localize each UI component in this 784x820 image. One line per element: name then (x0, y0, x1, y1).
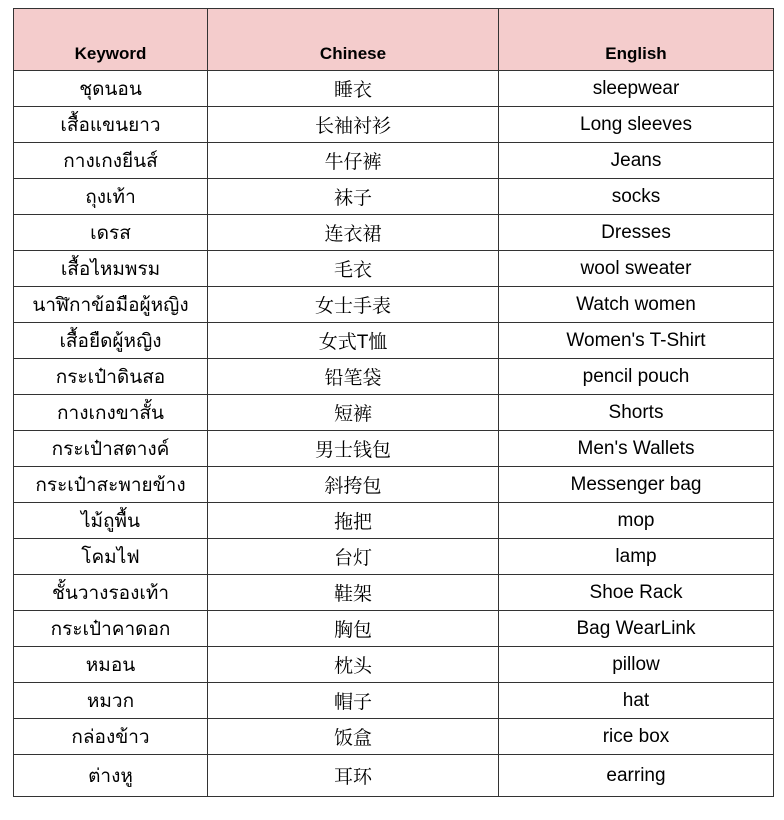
header-row (14, 9, 774, 71)
table-row (14, 215, 774, 251)
chinese-cell: 帽子 (208, 683, 499, 719)
table-row (14, 647, 774, 683)
header-chinese: Chinese (208, 9, 499, 71)
keyword-cell: หมวก (14, 683, 208, 719)
keyword-cell: เสื้อไหมพรม (14, 251, 208, 287)
table-row (14, 683, 774, 719)
table-row (14, 179, 774, 215)
keyword-cell: ไม้ถูพื้น (14, 503, 208, 539)
table-row (14, 287, 774, 323)
keyword-cell: ชุดนอน (14, 71, 208, 107)
chinese-cell: 女式T恤 (208, 323, 499, 359)
keyword-cell: กระเป๋าคาดอก (14, 611, 208, 647)
table-row (14, 539, 774, 575)
english-cell: hat (499, 683, 774, 719)
keyword-cell: เดรส (14, 215, 208, 251)
table-row (14, 503, 774, 539)
table-row (14, 431, 774, 467)
table-row (14, 143, 774, 179)
keyword-cell: ชั้นวางรองเท้า (14, 575, 208, 611)
chinese-cell: 袜子 (208, 179, 499, 215)
chinese-cell: 牛仔裤 (208, 143, 499, 179)
keyword-cell: กางเกงขาสั้น (14, 395, 208, 431)
english-cell: wool sweater (499, 251, 774, 287)
table-row (14, 359, 774, 395)
chinese-cell: 铅笔袋 (208, 359, 499, 395)
header-english: English (499, 9, 774, 71)
chinese-cell: 长袖衬衫 (208, 107, 499, 143)
chinese-cell: 斜挎包 (208, 467, 499, 503)
chinese-cell: 毛衣 (208, 251, 499, 287)
english-cell: Men's Wallets (499, 431, 774, 467)
header-keyword: Keyword (14, 9, 208, 71)
table-row (14, 395, 774, 431)
english-cell: Shorts (499, 395, 774, 431)
keyword-cell: กระเป๋าดินสอ (14, 359, 208, 395)
english-cell: sleepwear (499, 71, 774, 107)
table-row (14, 755, 774, 797)
chinese-cell: 睡衣 (208, 71, 499, 107)
table-row (14, 323, 774, 359)
table-row (14, 251, 774, 287)
table-row (14, 719, 774, 755)
keyword-cell: เสื้อแขนยาว (14, 107, 208, 143)
english-cell: Bag WearLink (499, 611, 774, 647)
chinese-cell: 耳环 (208, 755, 499, 797)
chinese-cell: 女士手表 (208, 287, 499, 323)
table-row (14, 467, 774, 503)
keyword-cell: กระเป๋าสตางค์ (14, 431, 208, 467)
chinese-cell: 鞋架 (208, 575, 499, 611)
keyword-cell: กล่องข้าว (14, 719, 208, 755)
table-row (14, 611, 774, 647)
chinese-cell: 拖把 (208, 503, 499, 539)
english-cell: Messenger bag (499, 467, 774, 503)
english-cell: Dresses (499, 215, 774, 251)
keyword-cell: กางเกงยีนส์ (14, 143, 208, 179)
table-row (14, 107, 774, 143)
english-cell: Watch women (499, 287, 774, 323)
keyword-cell: หมอน (14, 647, 208, 683)
english-cell: Jeans (499, 143, 774, 179)
english-cell: Women's T-Shirt (499, 323, 774, 359)
keyword-cell: กระเป๋าสะพายข้าง (14, 467, 208, 503)
chinese-cell: 短裤 (208, 395, 499, 431)
chinese-cell: 台灯 (208, 539, 499, 575)
keyword-cell: ถุงเท้า (14, 179, 208, 215)
chinese-cell: 胸包 (208, 611, 499, 647)
english-cell: socks (499, 179, 774, 215)
keyword-cell: ต่างหู (14, 755, 208, 797)
english-cell: mop (499, 503, 774, 539)
english-cell: earring (499, 755, 774, 797)
chinese-cell: 饭盒 (208, 719, 499, 755)
keyword-cell: เสื้อยืดผู้หญิง (14, 323, 208, 359)
keyword-cell: โคมไฟ (14, 539, 208, 575)
keyword-translation-table (13, 8, 774, 797)
chinese-cell: 枕头 (208, 647, 499, 683)
table-row (14, 575, 774, 611)
english-cell: Long sleeves (499, 107, 774, 143)
english-cell: lamp (499, 539, 774, 575)
english-cell: pillow (499, 647, 774, 683)
table-row (14, 71, 774, 107)
english-cell: rice box (499, 719, 774, 755)
chinese-cell: 连衣裙 (208, 215, 499, 251)
english-cell: pencil pouch (499, 359, 774, 395)
keyword-cell: นาฬิกาข้อมือผู้หญิง (14, 287, 208, 323)
english-cell: Shoe Rack (499, 575, 774, 611)
chinese-cell: 男士钱包 (208, 431, 499, 467)
